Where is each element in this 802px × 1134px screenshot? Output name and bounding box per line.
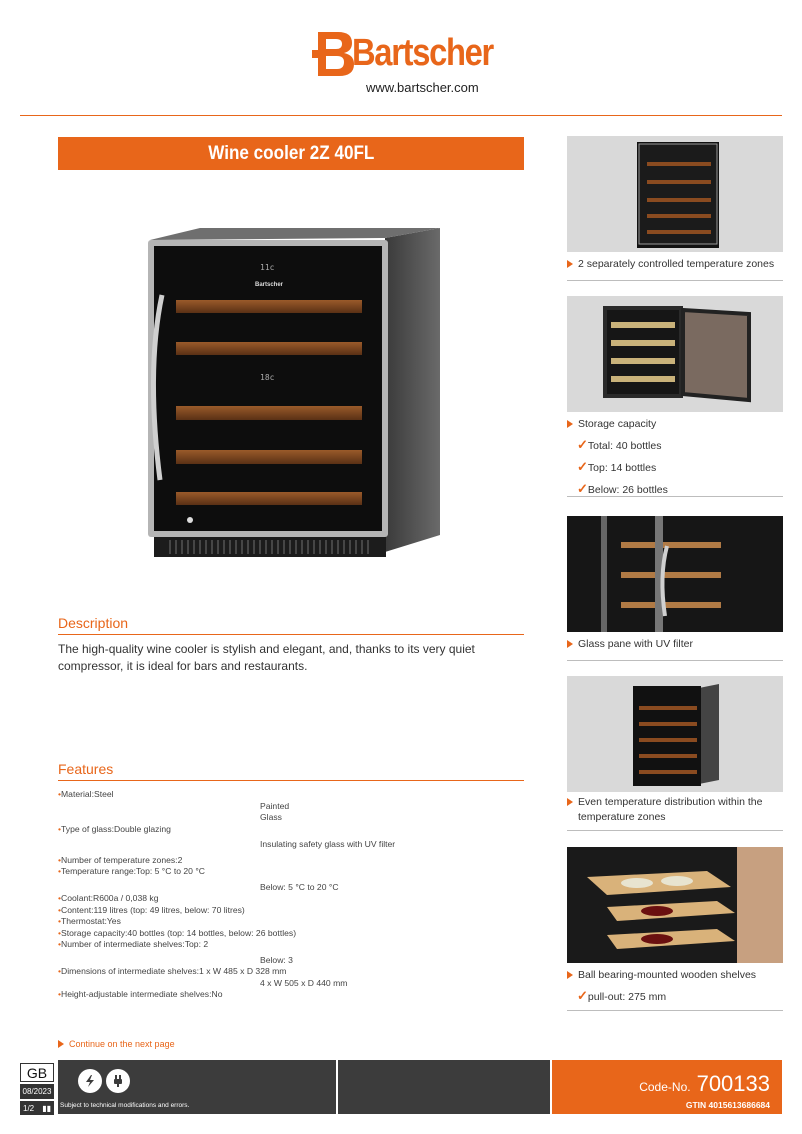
feature-subrow: Below: 5 °C to 20 °C: [260, 881, 339, 892]
description-heading: Description: [58, 615, 524, 635]
door-logo: Bartscher: [255, 282, 284, 288]
code-label: Code-No.: [639, 1080, 691, 1094]
feature-subrow: Insulating safety glass with UV filter: [260, 839, 396, 849]
display-bottom: 18c: [260, 373, 275, 382]
feature-row: •Thermostat:Yes: [58, 916, 121, 926]
arrow-right-icon: [567, 420, 573, 428]
sidebar-image-temperature-zones: [567, 136, 783, 252]
arrow-right-icon: [567, 971, 573, 979]
lightning-icon: [78, 1069, 102, 1093]
brand-url[interactable]: www.bartscher.com: [366, 80, 479, 95]
book-icon: ▮▮: [42, 1103, 51, 1113]
sidebar-caption-3: Glass pane with UV filter: [567, 637, 783, 652]
footer-date: 08/2023: [20, 1084, 54, 1099]
language-code: GB: [20, 1063, 54, 1082]
brand-wordmark: Bartscher: [352, 32, 493, 74]
sidebar-divider: [567, 660, 783, 661]
check-item: ✓Top: 14 bottles: [577, 459, 657, 474]
plug-icon: [106, 1069, 130, 1093]
feature-row: •Temperature range:Top: 5 °C to 20 °C: [58, 866, 205, 876]
bartscher-logo-icon: [312, 30, 356, 78]
feature-subrow: 4 x W 505 x D 440 mm: [260, 977, 348, 988]
sidebar-caption-1: 2 separately controlled temperature zones: [567, 257, 783, 272]
check-item: ✓Below: 26 bottles: [577, 481, 668, 496]
footer-code-panel: [552, 1060, 782, 1114]
feature-row: •Type of glass:Double glazing: [58, 823, 171, 834]
check-icon: ✓: [577, 459, 588, 474]
footer-dark-panel-2: [338, 1060, 550, 1114]
sidebar-divider: [567, 496, 783, 497]
footer-note: Subject to technical modifications and errors.: [60, 1102, 190, 1109]
product-title: Wine cooler 2Z 40FL: [207, 142, 375, 164]
feature-row: •Height-adjustable intermediate shelves:No: [58, 989, 223, 999]
code-value: 700133: [696, 1071, 770, 1096]
header-divider: [20, 115, 782, 116]
sidebar-caption-2: Storage capacity ✓Total: 40 bottles ✓Top: 14 bottles ✓Below: 26 bottles: [567, 417, 783, 498]
display-top: 11c: [260, 263, 275, 272]
description-text: The high-quality wine cooler is stylish and elegant, and, thanks to its very quiet compressor, it is ideal for bars and restaurants.: [58, 642, 475, 673]
feature-row: •Content:119 litres (top: 49 litres, below: 70 litres): [58, 904, 245, 915]
sidebar-image-storage: [567, 296, 783, 412]
feature-row: •Material:Steel: [58, 789, 114, 799]
feature-subrow: Below: 3: [260, 954, 293, 965]
check-icon: ✓: [577, 437, 588, 452]
continue-label: Continue on the next page: [69, 1039, 175, 1049]
feature-row: •Coolant:R600a / 0,038 kg: [58, 893, 159, 903]
feature-row: •Dimensions of intermediate shelves:1 x W 485 x D 328 mm: [58, 966, 287, 976]
gtin: GTIN 4015613686684: [685, 1100, 770, 1110]
sidebar-image-shelves: [567, 847, 783, 963]
footer: [0, 1060, 802, 1114]
code-number: [639, 1071, 770, 1097]
sidebar-caption-5: Ball bearing-mounted wooden shelves ✓pull-out: 275 mm: [567, 968, 783, 1005]
check-item: ✓Total: 40 bottles: [577, 437, 662, 452]
sidebar-divider: [567, 830, 783, 831]
features-list: [58, 789, 528, 1001]
check-item: ✓pull-out: 275 mm: [577, 988, 667, 1003]
check-icon: ✓: [577, 481, 588, 496]
footer-page: [20, 1101, 54, 1115]
product-image: [140, 200, 450, 570]
feature-row: •Number of temperature zones:2: [58, 854, 183, 865]
sidebar-image-even-temperature: [567, 676, 783, 792]
product-title-bar: [58, 137, 524, 170]
arrow-right-icon: [58, 1040, 64, 1048]
sidebar-image-glass: [567, 516, 783, 632]
feature-row: •Storage capacity:40 bottles (top: 14 bottles, below: 26 bottles): [58, 927, 297, 938]
arrow-right-icon: [567, 640, 573, 648]
page-number: 1/2: [23, 1103, 35, 1113]
feature-subrow: Glass: [260, 812, 282, 822]
continue-link[interactable]: [58, 1039, 175, 1049]
sidebar-divider: [567, 280, 783, 281]
feature-subrow: Painted: [260, 800, 290, 811]
features-heading: Features: [58, 761, 524, 781]
check-icon: ✓: [577, 988, 588, 1003]
arrow-right-icon: [567, 260, 573, 268]
sidebar-divider: [567, 1010, 783, 1011]
arrow-right-icon: [567, 798, 573, 806]
brand-logo: [312, 22, 492, 96]
sidebar-caption-4: Even temperature distribution within the temperature zones: [567, 795, 783, 825]
footer-dark-panel: [58, 1060, 336, 1114]
footer-meta: [20, 1063, 54, 1115]
feature-row: •Number of intermediate shelves:Top: 2: [58, 939, 209, 949]
